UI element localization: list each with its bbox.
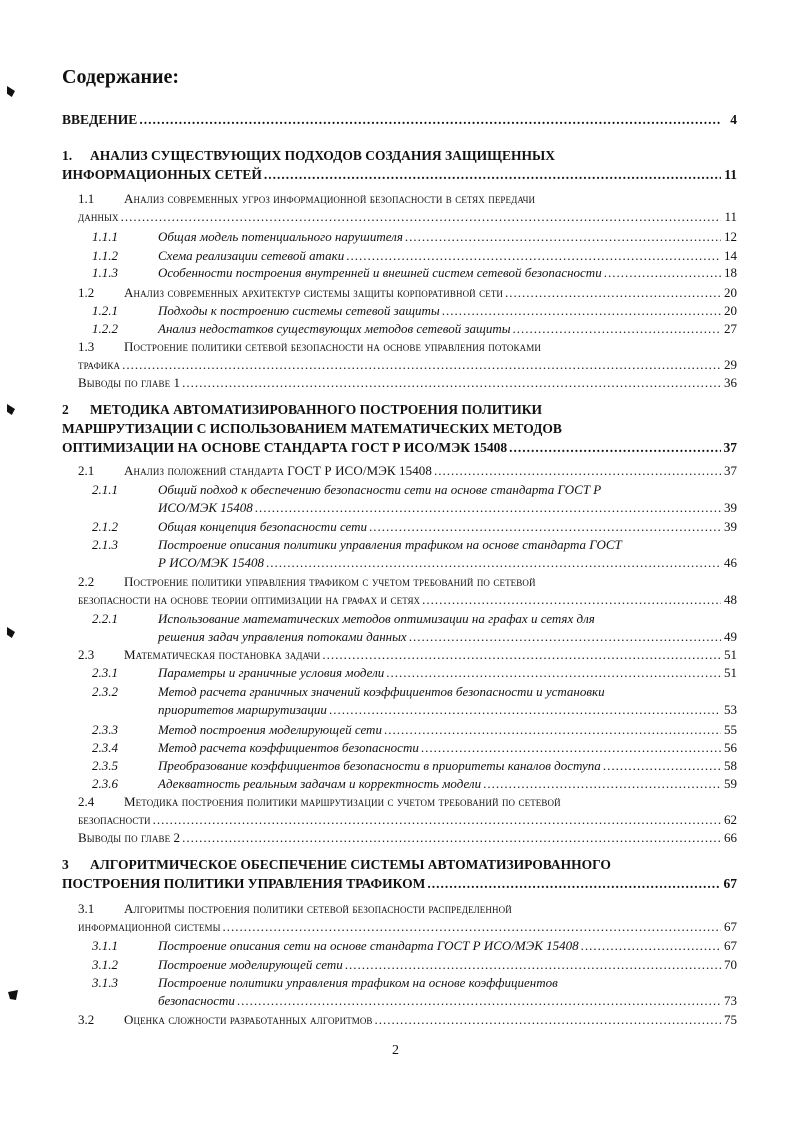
toc-entry-page: 11 [724, 209, 737, 224]
dot-leader [422, 591, 721, 609]
toc-entry-page: 67 [723, 876, 737, 891]
toc-entry[interactable] [78, 462, 737, 480]
toc-entry-title: АНАЛИЗ СУЩЕСТВУЮЩИХ ПОДХОДОВ СОЗДАНИЯ ЗАЩИЩЕННЫХ [90, 148, 556, 163]
toc-entry[interactable] [92, 721, 737, 739]
scan-mark [7, 404, 15, 415]
toc-entry-number: 2.3.6 [92, 776, 118, 791]
toc-entry[interactable] [62, 110, 737, 129]
toc-entry-page: 20 [724, 285, 737, 300]
toc-entry[interactable] [78, 190, 737, 226]
toc-entry-page: 11 [724, 167, 737, 182]
toc-entry-title: Общий подход к обеспечению безопасности сети на основе стандарта ГОСТ Р [158, 482, 602, 497]
toc-entry-title: Общая модель потенциального нарушителя [158, 229, 403, 244]
dot-leader [581, 937, 721, 955]
dot-leader [421, 739, 721, 757]
toc-entry[interactable] [92, 757, 737, 775]
toc-entry[interactable] [92, 518, 737, 536]
dot-leader [346, 247, 721, 265]
toc-entry-page: 27 [724, 321, 737, 336]
toc-entry-title: данных [78, 209, 119, 224]
toc-entry-page: 36 [724, 375, 737, 390]
toc-entry[interactable] [92, 664, 737, 682]
toc-entry-number: 3 [62, 857, 69, 872]
toc-entry-title: АЛГОРИТМИЧЕСКОЕ ОБЕСПЕЧЕНИЕ СИСТЕМЫ АВТОМАТИЗИРОВАННОГО [90, 857, 611, 872]
toc-entry-title: ОПТИМИЗАЦИИ НА ОСНОВЕ СТАНДАРТА ГОСТ Р ИСО/МЭК 15408 [62, 440, 508, 455]
dot-leader [369, 518, 721, 536]
toc-entry-title: Анализ современных угроз информационной безопасности в сетях передачи [124, 191, 536, 206]
toc-entry-title: безопасности [78, 812, 151, 827]
toc-entry-number: 2.4 [78, 794, 95, 809]
toc-entry-title: Использование математических методов оптимизации на графах и сетях для [158, 611, 595, 626]
toc-entry-number: 2.1 [78, 463, 95, 478]
toc-entry[interactable] [78, 1011, 737, 1029]
dot-leader [409, 628, 721, 646]
toc-entry-title: Выводы по главе 1 [78, 375, 181, 390]
toc-entry-title: решения задач управления потоками данных [158, 629, 407, 644]
toc-entry[interactable] [92, 956, 737, 974]
toc-entry-page: 20 [724, 303, 737, 318]
dot-leader [139, 110, 721, 129]
toc-entry[interactable] [92, 739, 737, 757]
toc-entry[interactable] [62, 855, 737, 893]
toc-entry[interactable] [92, 264, 737, 282]
dot-leader [513, 320, 721, 338]
toc-entry-title: Преобразование коэффициентов безопасности в приоритеты каналов доступа [158, 758, 601, 773]
toc-entry[interactable] [92, 228, 737, 246]
dot-leader [266, 554, 721, 572]
toc-entry-title: Параметры и граничные условия модели [158, 665, 385, 680]
dot-leader [237, 992, 721, 1010]
dot-leader [427, 874, 721, 893]
toc-entry-number: 2.1.2 [92, 519, 118, 534]
toc-entry-number: 2.2.1 [92, 611, 118, 626]
toc-entry-number: 1.1 [78, 191, 95, 206]
toc-entry-page: 37 [723, 440, 737, 455]
toc-entry-number: 2.3 [78, 647, 95, 662]
toc-entry-number: 1.2 [78, 285, 95, 300]
scan-mark [7, 627, 15, 638]
toc-entry-page: 55 [724, 722, 737, 737]
dot-leader [405, 228, 721, 246]
dot-leader [255, 499, 721, 517]
toc-entry[interactable] [92, 683, 737, 719]
dot-leader [223, 918, 721, 936]
toc-entry-title: Общая концепция безопасности сети [158, 519, 368, 534]
toc-entry-number: 2.3.5 [92, 758, 118, 773]
toc-entry-number: 1.1.3 [92, 265, 118, 280]
dot-leader [122, 356, 721, 374]
toc-entry-title: Построение политики сетевой безопасности на основе управления потоками [124, 339, 541, 354]
toc-entry-page: 75 [724, 1012, 737, 1027]
toc-entry-page: 56 [724, 740, 737, 755]
toc-entry-title: безопасности [158, 993, 235, 1008]
page-title: Содержание: [62, 66, 180, 88]
toc-entry-title: Построение описания сети на основе стандарта ГОСТ Р ИСО/МЭК 15408 [158, 938, 579, 953]
toc-entry-number: 1.2.1 [92, 303, 118, 318]
toc-entry-title: Особенности построения внутренней и внешней систем сетевой безопасности [158, 265, 602, 280]
toc-entry[interactable] [78, 646, 737, 664]
toc-entry[interactable] [62, 400, 737, 457]
toc-entry-title: МАРШРУТИЗАЦИИ С ИСПОЛЬЗОВАНИЕМ МАТЕМАТИЧЕСКИХ МЕТОДОВ [62, 421, 562, 436]
toc-entry[interactable] [92, 536, 737, 572]
toc-entry-title: Метод расчета граничных значений коэффициентов безопасности и установки [158, 684, 605, 699]
toc-entry-page: 73 [724, 993, 737, 1008]
toc-entry-number: 1.1.2 [92, 248, 118, 263]
toc-entry-title: ИСО/МЭК 15408 [158, 500, 253, 515]
toc-entry-page: 37 [724, 463, 737, 478]
dot-leader [603, 757, 721, 775]
toc-entry-title: приоритетов маршрутизации [158, 702, 327, 717]
toc-entry-number: 3.1.1 [92, 938, 118, 953]
toc-entry-page: 53 [724, 702, 737, 717]
toc-entry-number: 1. [62, 148, 73, 163]
toc-entry[interactable] [62, 146, 737, 184]
toc-entry-title: Математическая постановка задачи [124, 647, 321, 662]
toc-entry-title: Выводы по главе 2 [78, 830, 181, 845]
toc-entry[interactable] [78, 284, 737, 302]
dot-leader [384, 721, 721, 739]
toc-entry-page: 59 [724, 776, 737, 791]
dot-leader [434, 462, 721, 480]
dot-leader [345, 956, 721, 974]
scan-mark [8, 990, 18, 1000]
toc-entry-title: Адекватность реальным задачам и корректность модели [158, 776, 482, 791]
toc-entry-number: 2.3.2 [92, 684, 118, 699]
toc-entry-page: 18 [724, 265, 737, 280]
toc-entry[interactable] [92, 610, 737, 646]
dot-leader [505, 284, 721, 302]
toc-entry[interactable] [78, 573, 737, 609]
dot-leader [442, 302, 721, 320]
toc-entry-number: 2.3.3 [92, 722, 118, 737]
dot-leader [121, 208, 721, 226]
toc-entry-page: 70 [724, 957, 737, 972]
dot-leader [153, 811, 721, 829]
toc-entry-page: 14 [724, 248, 737, 263]
toc-entry[interactable] [78, 793, 737, 829]
toc-entry-title: Методика построения политики маршрутизации с учетом требований по сетевой [124, 794, 561, 809]
toc-entry-title: Метод построения моделирующей сети [158, 722, 382, 737]
toc-entry-number: 1.1.1 [92, 229, 118, 244]
toc-entry-title: Анализ недостатков существующих методов сетевой защиты [158, 321, 511, 336]
toc-entry-number: 3.1.2 [92, 957, 118, 972]
toc-entry-title: Построение описания политики управления трафиком на основе стандарта ГОСТ [158, 537, 622, 552]
toc-entry-title: Оценка сложности разработанных алгоритмов [124, 1012, 373, 1027]
toc-entry-title: Метод расчета коэффициентов безопасности [158, 740, 419, 755]
toc-entry-number: 1.2.2 [92, 321, 118, 336]
toc-entry-page: 62 [724, 812, 737, 827]
toc-entry-title: Анализ положений стандарта ГОСТ Р ИСО/МЭК 15408 [124, 463, 432, 478]
toc-entry[interactable] [78, 900, 737, 936]
toc-entry-number: 2.1.3 [92, 537, 118, 552]
toc-entry-page: 4 [730, 112, 737, 127]
dot-leader [509, 438, 721, 457]
toc-entry-title: ПОСТРОЕНИЯ ПОЛИТИКИ УПРАВЛЕНИЯ ТРАФИКОМ [62, 876, 426, 891]
dot-leader [322, 646, 721, 664]
toc-entry-page: 51 [724, 647, 737, 662]
toc-entry-number: 3.2 [78, 1012, 95, 1027]
toc-entry-title: Построение политики управления трафиком на основе коэффициентов [158, 975, 558, 990]
toc-entry-page: 51 [724, 665, 737, 680]
toc-entry[interactable] [92, 481, 737, 517]
toc-entry-title: ИНФОРМАЦИОННЫХ СЕТЕЙ [62, 167, 262, 182]
toc-entry-title: Схема реализации сетевой атаки [158, 248, 345, 263]
dot-leader [182, 829, 721, 847]
toc-entry-number: 2.2 [78, 574, 95, 589]
toc-entry-title: Подходы к построению системы сетевой защиты [158, 303, 440, 318]
toc-entry-number: 2 [62, 402, 69, 417]
toc-entry-page: 48 [724, 592, 737, 607]
toc-entry-title: трафика [78, 357, 121, 372]
toc-entry-number: 2.3.1 [92, 665, 118, 680]
dot-leader [483, 775, 721, 793]
dot-leader [329, 701, 721, 719]
toc-entry[interactable] [78, 338, 737, 374]
page-number: 2 [392, 1043, 399, 1058]
toc-entry-page: 67 [724, 919, 737, 934]
toc-entry[interactable] [92, 775, 737, 793]
toc-entry-number: 1.3 [78, 339, 95, 354]
toc-entry-title: ВВЕДЕНИЕ [62, 112, 138, 127]
toc-entry-title: Построение моделирующей сети [158, 957, 343, 972]
toc-entry-title: Алгоритмы построения политики сетевой безопасности распределенной [124, 901, 512, 916]
toc-entry-number: 2.1.1 [92, 482, 118, 497]
toc-entry-title: МЕТОДИКА АВТОМАТИЗИРОВАННОГО ПОСТРОЕНИЯ ПОЛИТИКИ [90, 402, 543, 417]
toc-entry-title: информационной системы [78, 919, 221, 934]
dot-leader [386, 664, 721, 682]
dot-leader [264, 165, 721, 184]
toc-entry-page: 29 [724, 357, 737, 372]
toc-entry-page: 67 [724, 938, 737, 953]
toc-entry-page: 39 [724, 500, 737, 515]
toc-entry-number: 3.1.3 [92, 975, 118, 990]
toc-entry-title: Р ИСО/МЭК 15408 [158, 555, 264, 570]
toc-entry[interactable] [92, 320, 737, 338]
toc-entry-title: безопасности на основе теории оптимизации на графах и сетях [78, 592, 421, 607]
toc-entry-number: 2.3.4 [92, 740, 118, 755]
toc-entry-number: 3.1 [78, 901, 95, 916]
toc-entry-page: 58 [724, 758, 737, 773]
toc-entry-page: 39 [724, 519, 737, 534]
toc-entry-page: 66 [724, 830, 737, 845]
toc-entry[interactable] [92, 247, 737, 265]
toc-entry[interactable] [78, 829, 737, 847]
toc-entry-page: 46 [724, 555, 737, 570]
toc-entry[interactable] [92, 974, 737, 1010]
dot-leader [604, 264, 721, 282]
dot-leader [375, 1011, 721, 1029]
toc-entry[interactable] [92, 937, 737, 955]
toc-entry-title: Анализ современных архитектур системы защиты корпоративной сети [124, 285, 504, 300]
toc-entry[interactable] [78, 374, 737, 392]
toc-entry-title: Построение политики управления трафиком с учетом требований по сетевой [124, 574, 536, 589]
toc-entry[interactable] [92, 302, 737, 320]
toc-entry-page: 49 [724, 629, 737, 644]
dot-leader [182, 374, 721, 392]
toc-entry-page: 12 [724, 229, 737, 244]
scan-mark [7, 86, 15, 97]
